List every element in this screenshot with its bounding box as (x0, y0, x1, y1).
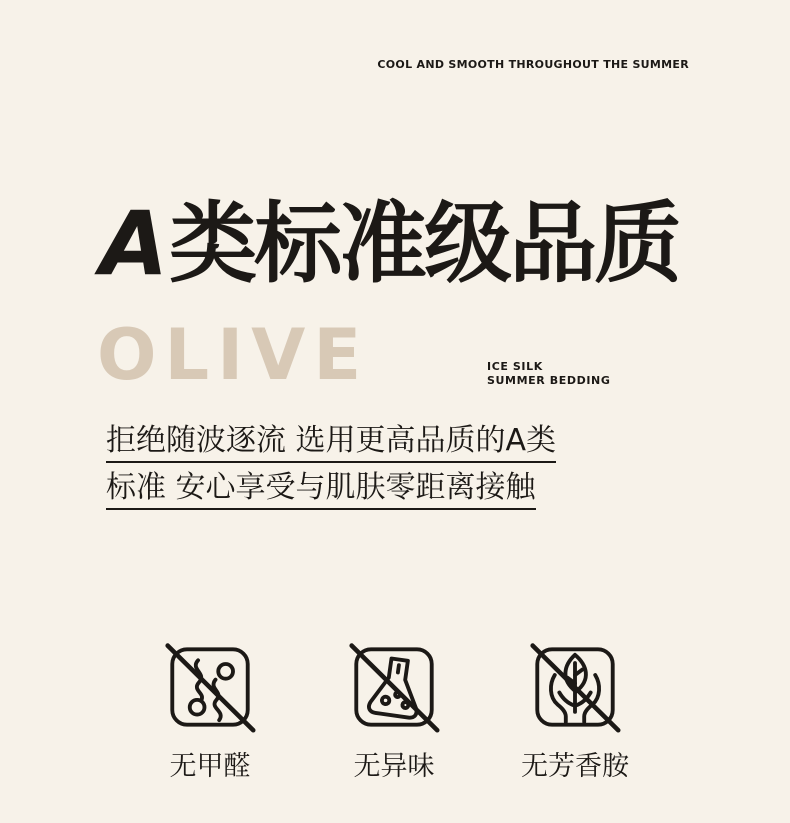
description-line2 (106, 470, 556, 510)
description-line2-text: 标准 安心享受与肌肤零距离接触 (106, 473, 536, 510)
description-line1 (106, 423, 557, 463)
feature-no-aromatic-amine (521, 641, 629, 783)
feature-no-formaldehyde (164, 641, 256, 783)
page-title-prefix: A (100, 192, 166, 295)
header-tagline: COOL AND SMOOTH THROUGHOUT THE SUMMER (377, 58, 689, 71)
feature-row (0, 641, 790, 781)
description-line1-text: 拒绝随波逐流 选用更高品质的A类 (106, 426, 556, 463)
description (106, 423, 557, 520)
no-formaldehyde-icon (164, 641, 256, 733)
feature-label: 无芳香胺 (521, 751, 629, 782)
page-title (100, 192, 679, 296)
subtitle-line1: ICE SILK (487, 360, 543, 373)
watermark-text: OLIVE (97, 314, 370, 396)
feature-label: 无甲醛 (169, 751, 251, 782)
feature-no-odor (348, 641, 440, 783)
subtitle-line2: SUMMER BEDDING (487, 374, 611, 387)
page-title-rest: 类标准级品质 (169, 192, 680, 295)
feature-label: 无异味 (353, 751, 435, 782)
no-odor-icon (348, 641, 440, 733)
no-aromatic-amine-icon (521, 641, 629, 733)
subtitle (487, 360, 610, 388)
